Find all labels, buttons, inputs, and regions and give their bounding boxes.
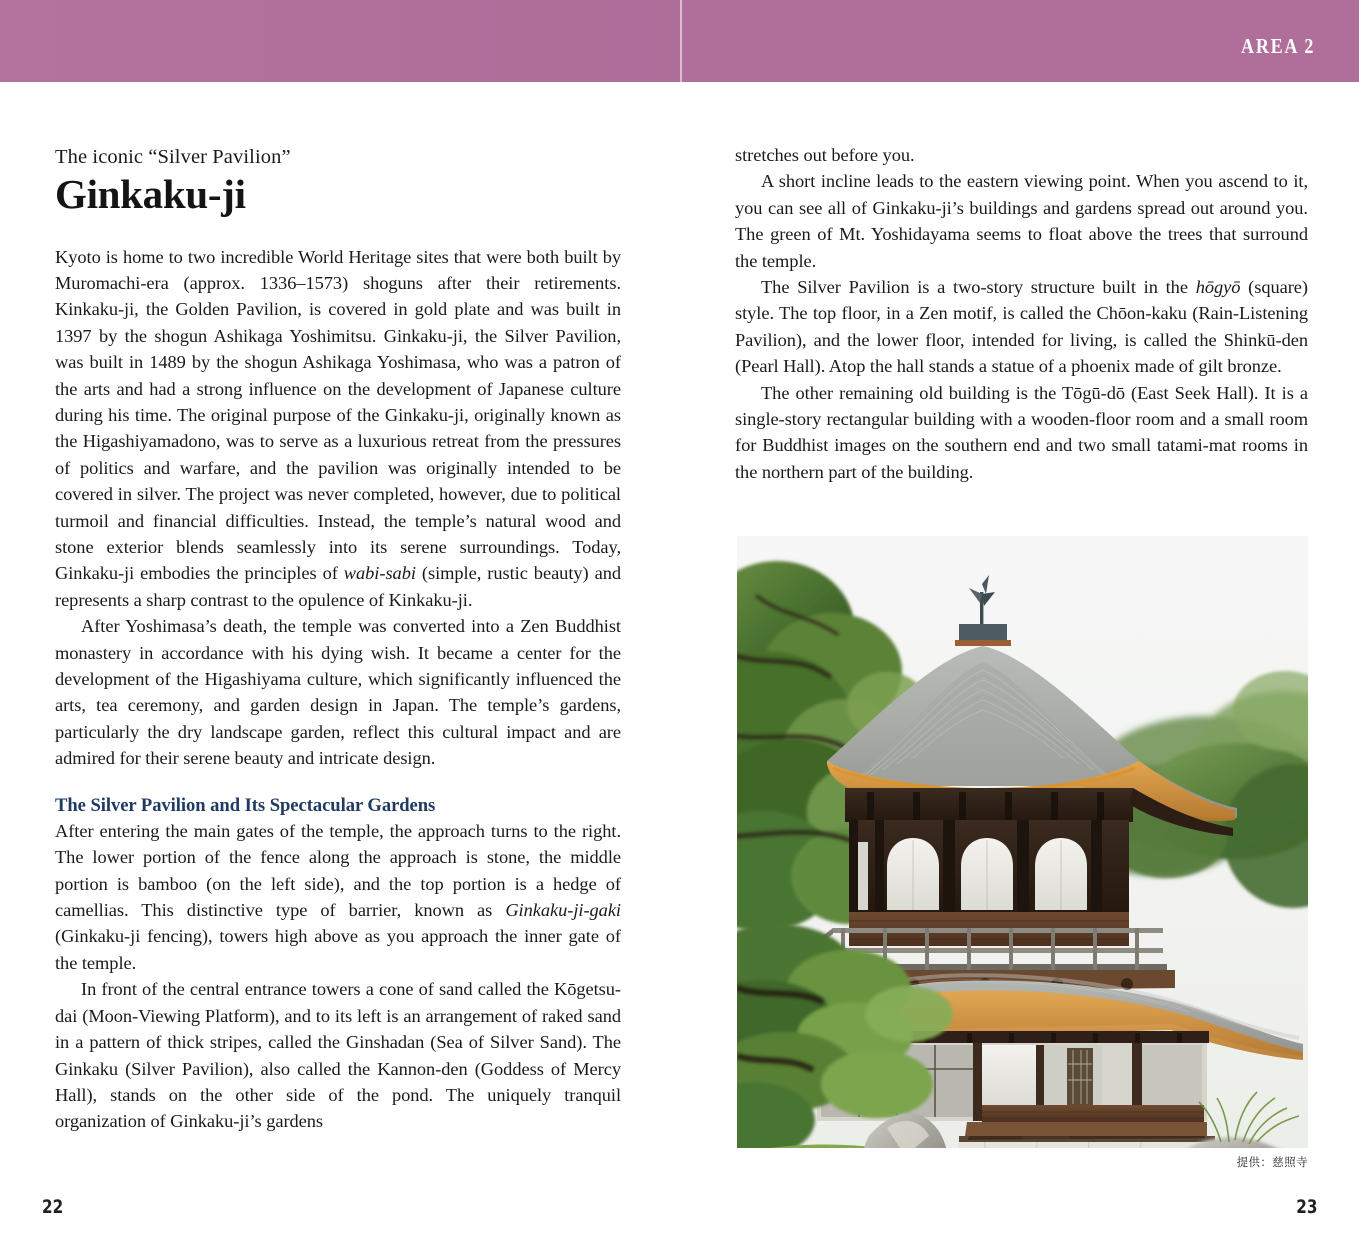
- paragraph-intro-tail: (simple, rustic beauty) and represents a sharp contrast to the opulence of Kinkaku-ji.: [55, 563, 621, 610]
- paragraph-continuation: stretches out before you.: [735, 145, 915, 165]
- paragraph-approach: [55, 818, 621, 976]
- right-page: [680, 82, 1359, 1241]
- ginkakuji-photo-art: [737, 536, 1308, 1148]
- page-title: Ginkaku-ji: [55, 170, 246, 217]
- page-header-band: [0, 0, 1359, 82]
- photo-figure: [737, 536, 1308, 1169]
- paragraph-intro-text: Kyoto is home to two incredible World Heritage sites that were both built by Muromachi-era (approx. 1336–1573) shoguns after their retirements. Kinkaku-ji, the Golden Pavilion, is covered in gold plate and was built in 1397 by the shogun Ashikaga Yoshimitsu. Ginkaku-ji, the Silver Pavilion, was built in 1489 by the shogun Ashikaga Yoshimasa, who was a patron of the arts and had a strong influence on the development of Japanese culture during his time. The original purpose of the Ginkaku-ji, originally known as the Higashiyamadono, was to serve as a luxurious retreat from the pressures of politics and warfare, and the pavilion was originally intended to be covered in silver. The project was never completed, however, due to political turmoil and financial difficulties. Instead, the temple’s natural wood and stone exterior blends seamlessly into its serene surroundings. Today, Ginkaku-ji embodies the principles of: [55, 246, 621, 584]
- page-number-left: 22: [42, 1196, 64, 1218]
- paragraph-viewing-point: A short incline leads to the eastern viewing point. When you ascend to it, you can see all of Ginkaku-ji’s buildings and gardens spread out around you. The green of Mt. Yoshidayama seems to float above the trees that surround the temple.: [735, 171, 1308, 271]
- term-wabi-sabi: wabi-sabi: [343, 563, 416, 584]
- term-ginkaku-ji-gaki: Ginkaku-ji-gaki: [505, 900, 621, 921]
- photo-credit-caption: 提供：慈照寺: [1236, 1155, 1308, 1169]
- left-page: [0, 82, 680, 1241]
- spine-divider: [680, 0, 682, 82]
- area-label: AREA 2: [1240, 34, 1315, 58]
- paragraph-togudo: The other remaining old building is the Tōgū-dō (East Seek Hall). It is a single-story rectangular building with a wooden-floor room and a small room for Buddhist images on the southern end and two small tatami-mat rooms in the northern part of the building.: [735, 382, 1308, 482]
- eyebrow-title: The iconic “Silver Pavilion”: [55, 146, 291, 168]
- paragraph-monastery: After Yoshimasa’s death, the temple was converted into a Zen Buddhist monastery in accordance with his dying wish. It became a center for the development of the Higashiyama culture, which significantly influenced the arts, tea ceremony, and garden design in Japan. The temple’s gardens, particularly the dry landscape garden, reflect this cultural impact and are admired for their serene beauty and intricate design.: [55, 616, 621, 769]
- paragraph-intro: [55, 244, 621, 614]
- page-number-right: 23: [1295, 1196, 1317, 1218]
- ginkakuji-photo: [737, 536, 1308, 1148]
- paragraph-two-story: [735, 274, 1308, 380]
- paragraph-approach-head: After entering the main gates of the temple, the approach turns to the right. The lower portion of the fence along the approach is stone, the middle portion is bamboo (on the left side), and the top portion is a hedge of camellias. This distinctive type of barrier, known as: [55, 820, 621, 921]
- left-column: [55, 145, 621, 1135]
- right-column: [735, 142, 1308, 485]
- paragraph-two-story-tail: (square) style. The top floor, in a Zen motif, is called the Chōon-kaku (Rain-Listening Pavilion), and the lower floor, intended for living, is called the Shinkū-den (Pearl Hall). Atop the hall stands a statue of a phoenix made of gilt bronze.: [735, 277, 1308, 377]
- header-left-shade: [0, 0, 680, 82]
- paragraph-approach-tail: (Ginkaku-ji fencing), towers high above as you approach the inner gate of the temple.: [55, 926, 621, 973]
- section-heading-gardens: The Silver Pavilion and Its Spectacular Gardens: [55, 794, 436, 816]
- paragraph-sand-cone: In front of the central entrance towers a cone of sand called the Kōgetsu-dai (Moon-Viewing Platform), and to its left is an arrangement of raked sand in a pattern of thick stripes, called the Ginshadan (Sea of Silver Sand). The Ginkaku (Silver Pavilion), also called the Kannon-den (Goddess of Mercy Hall), stands on the other side of the pond. The uniquely tranquil organization of Ginkaku-ji’s gardens: [55, 979, 621, 1132]
- term-hogyo: hōgyō: [1195, 277, 1241, 298]
- paragraph-two-story-head: The Silver Pavilion is a two-story structure built in the: [761, 277, 1196, 298]
